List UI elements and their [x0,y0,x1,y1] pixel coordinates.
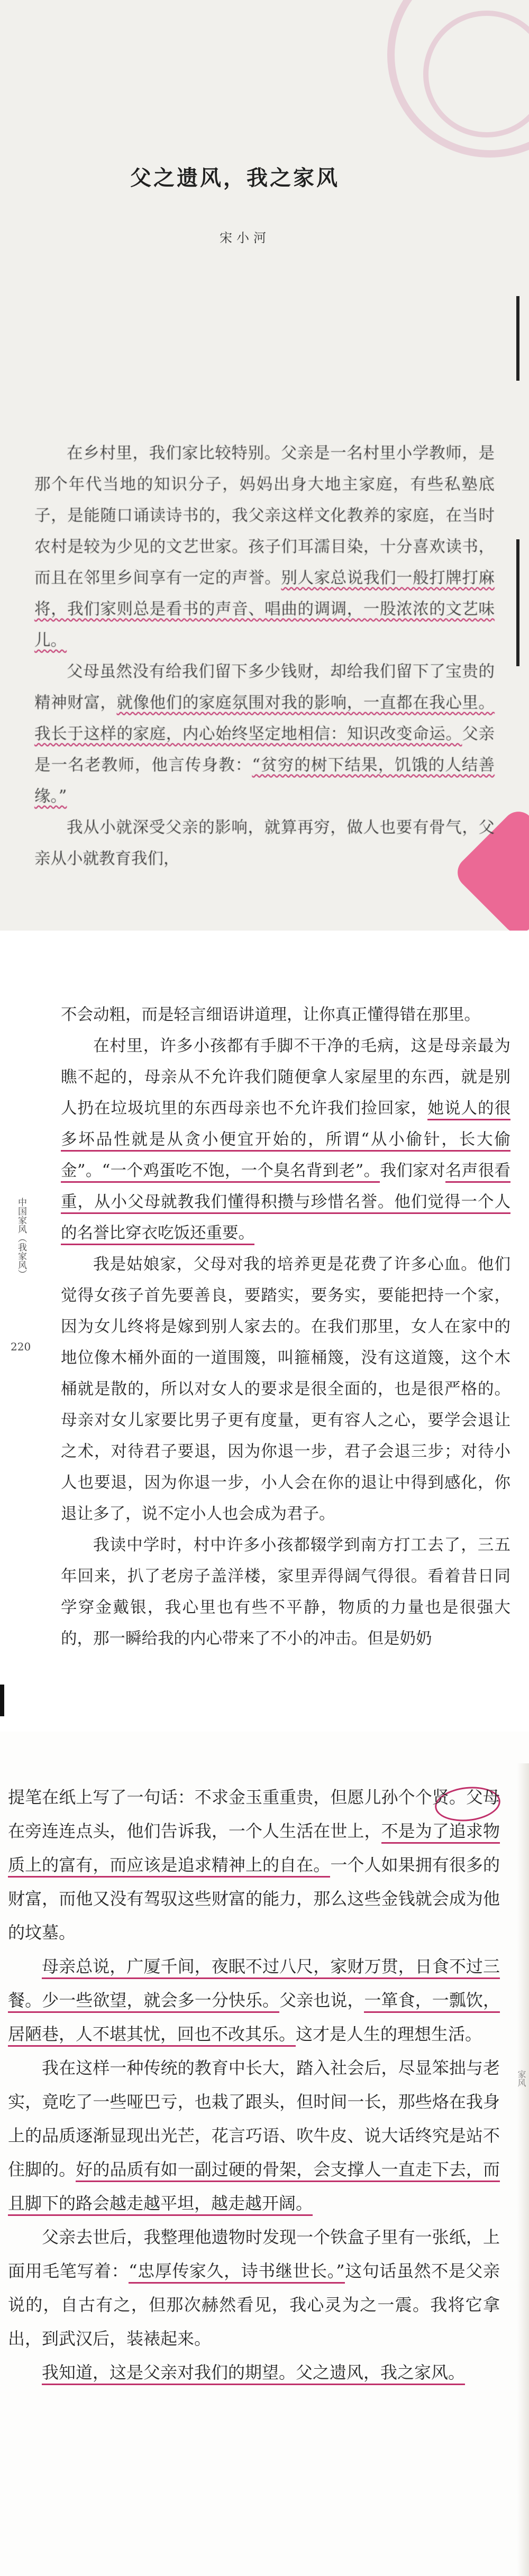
running-head: 中国家风（我家风） [16,1198,26,1278]
text-run: 我在这样一种传统的教育中长大，踏入社会后，尽显笨拙与老实，竟吃了一些哑巴亏，也栽了跟头，但时间一长，那些烙在我身上的品质逐渐显现出光芒，花言巧语、吹牛皮、说大话终究是站不住脚的。 [8,2058,500,2179]
text-run: 我从小就深受父亲的影响，就算再穷，做人也要有骨气，父亲从小就教育我们， [34,818,495,868]
text-run: 一个人如果拥有很多的财富，而他又没有驾驭这些财富的能力，那么这些金钱就会成为他的坟墓。 [8,1855,500,1943]
author-name: 宋小河 [220,231,270,245]
text-run: 父亲也说， [279,1990,364,2010]
text-run: 父亲去世后，我整理他遗物时发现一个铁盒子里有一张纸，上面用毛笔写着： [8,2227,500,2281]
paragraph [34,812,495,875]
highlighted-text: 她说人的很多坏品性就是从贪小便宜开始的，所谓“从小偷针，长大偷金”。“一个鸡蛋吃不饱，一个臭名背到老”。 [61,1099,510,1183]
chapter-title [101,151,376,193]
edge-text: 家风 [516,2070,526,2087]
paragraph [8,2356,500,2389]
text-run: 我是姑娘家，父母对我的培养更是花费了许多心血。他们觉得女孩子首先要善良，要踏实，要务实，要能把持一个家，因为女儿终将是嫁到别人家去的。在我们那里，女人在家中的地位像木桶外面的一道围篾，叫箍桶篾，没有这道篾，这个木桶就是散的，所以对女人的要求是很全面的，也是很严格的。母亲对女儿家要比男子更有度量，更有容人之心，要学会退让之术，对待君子要退，因为你退一步，君子会退三步；对待小人也要退，因为你退一步，小人会在你的退让中得到感化，你退让多了，说不定小人也会成为君子。 [61,1255,510,1523]
highlighted-text: 名声很看重，从小父母就教我们懂得积攒与珍惜名誉。他们觉得一个人的名誉比穿衣吃饭还重要。 [61,1162,510,1245]
body-text [61,999,510,1654]
paragraph [34,656,495,812]
highlighted-text: “贫穷的树下结果，饥饿的人结善缘。” [34,756,495,806]
paragraph [8,1949,500,2051]
text-run: 这才是人生的理想生活。 [296,2024,482,2044]
highlighted-text: 母亲总说，广厦千间，夜眠不过八尺，家财万贯，日食不过三餐。少一些欲望，就会多一分快乐。 [8,1956,500,2013]
text-run: 这句话虽然不是父亲说的，自古有之，但那次赫然看见，我心灵为之一震。我将它拿出，到武汉后，装裱起来。 [8,2261,500,2349]
text-run: 我们家对 [380,1162,445,1180]
highlighted-text: 好的品质有如一副过硬的骨架，会支撑人一直走下去，而且脚下的路会越走越平坦，越走越开阔。 [8,2159,500,2216]
body-text [34,438,495,875]
text-run: 父亲是一名老教师，他言传身教： [34,725,495,775]
text-run: 我读中学时，村中许多小孩都辍学到南方打工去了，三五年回来，扒了老房子盖洋楼，家里弄得阔气得很。看着昔日同学穿金戴银，我心里也有些不平静，物质的力量也是很强大的，那一瞬给我的内心带来了不小的冲击。但是奶奶 [61,1536,510,1648]
highlighted-text: 不是为了追求物质上的富有，而应该是追求精神上的自在。 [8,1821,500,1878]
highlighted-text: 我知道，这是父亲对我们的期望。 [42,2362,296,2385]
text-run: 不会动粗，而是轻言细语讲道理，让你真正懂得错在那里。 [61,1006,480,1024]
title-text: 父之遗风，我之家风 [130,165,340,190]
paragraph [8,1780,500,1949]
edge-mark [516,296,519,381]
highlighted-text: 别人家总说我们一般打牌打麻将，我们家则总是看书的声音、唱曲的调调，一股浓浓的文艺味儿。 [34,569,495,650]
highlighted-text: “忠厚传家久，诗书继世长。” [129,2261,344,2284]
page-2 [0,931,529,1732]
paragraph [8,2051,500,2220]
body-text [8,1780,500,2389]
page-number: 220 [11,1340,31,1353]
page-3 [0,1732,529,2576]
paragraph [61,1031,510,1249]
paragraph [61,999,510,1031]
edge-mark [516,539,519,666]
text-run: 在村里，许多小孩都有手脚不干净的毛病，这是母亲最为瞧不起的，母亲从不允许我们随便拿人家屋里的东西，就是别人扔在垃圾坑里的东西母亲也不允许我们捡回家， [61,1037,510,1118]
page-edge-shadow [517,1763,529,2576]
paragraph [8,2220,500,2356]
paragraph [34,438,495,656]
page-1 [0,0,529,931]
paragraph [61,1530,510,1654]
paragraph [61,1249,510,1530]
highlighted-text: 父之遗风，我之家风。 [296,2362,465,2385]
text-run: 在乡村里，我们家比较特别。父亲是一名村里小学教师，是那个年代当地的知识分子，妈妈出身大地主家庭，有些私塾底子，是能随口诵读诗书的，我父亲这样文化教养的家庭，在当时农村是较为少见的文艺世家。孩子们耳濡目染，十分喜欢读书，而且在邻里乡间享有一定的声誉。 [34,444,495,587]
highlighted-text: 一箪食，一瓢饮，居陋巷，人不堪其忧，回也不改其乐。 [8,1990,500,2047]
text-run: 提笔在纸上写了一句话：不求金玉重重贵，但愿儿孙个个贤。父母在旁连连点头，他们告诉我，一个人生活在世上， [8,1787,500,1841]
scan-edge-mark [0,1685,4,1716]
text-run: 父母虽然没有给我们留下多少钱财，却给我们留下了宝贵的精神财富， [34,663,495,712]
highlighted-text: 就像他们的家庭氛围对我的影响，一直都在我心里。我长于这样的家庭，内心始终坚定地相信：知识改变命运。 [34,694,495,743]
